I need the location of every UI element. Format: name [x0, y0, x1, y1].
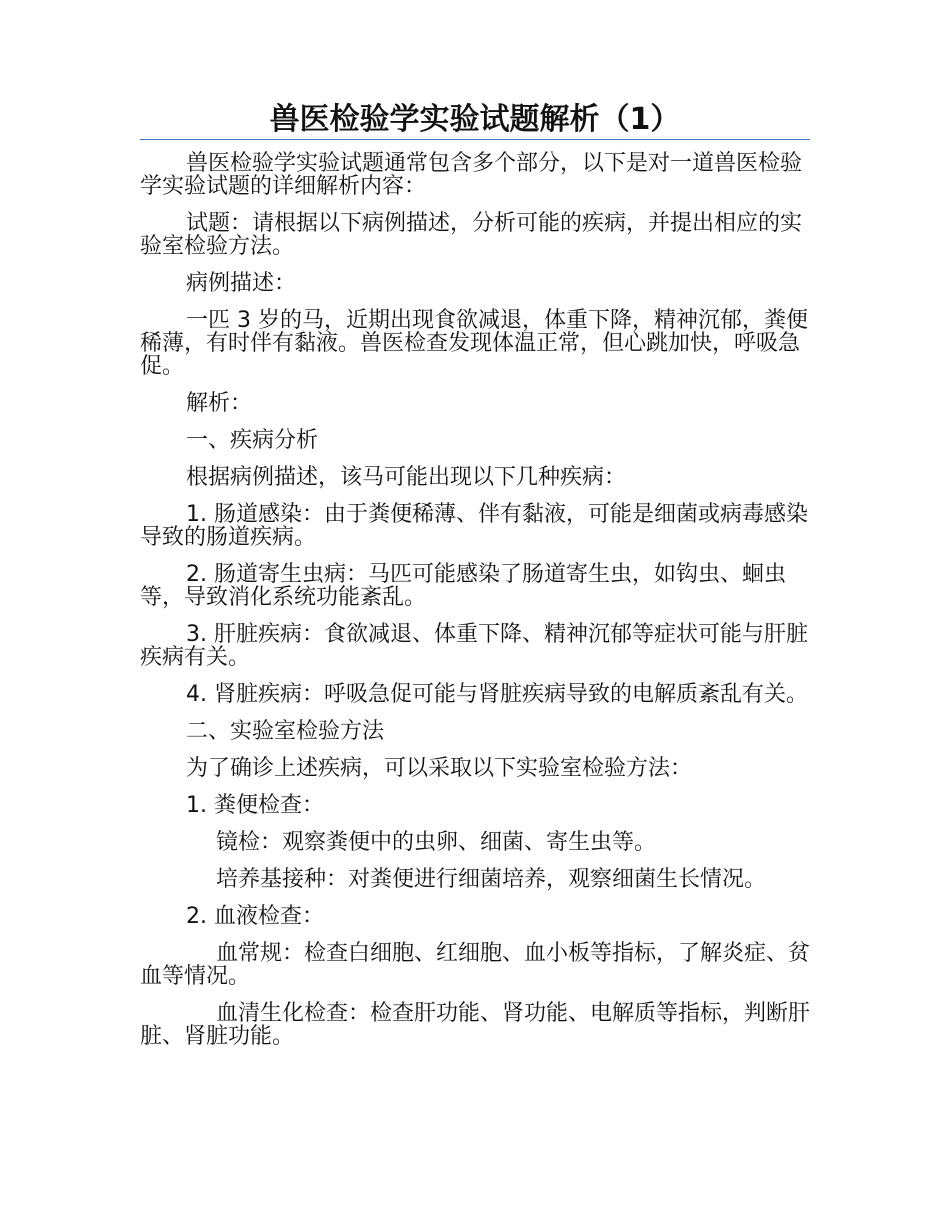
sub-item-method: 血清生化检查：检查肝功能、肾功能、电解质等指标，判断肝脏、肾脏功能。	[140, 1001, 811, 1049]
list-item-method: 1. 粪便检查：	[186, 793, 324, 818]
list-item-disease: 3. 肝脏疾病：食欲减退、体重下降、精神沉郁等症状可能与肝脏疾病有关。	[140, 622, 808, 670]
paragraph-case-description: 一匹 3 岁的马，近期出现食欲减退，体重下降，精神沉郁，粪便稀薄，有时伴有黏液。兽医检查发现体温正常，但心跳加快，呼吸急促。	[140, 308, 808, 379]
sub-item-method: 血常规：检查白细胞、红细胞、血小板等指标，了解炎症、贫血等情况。	[140, 941, 811, 989]
paragraph-question: 试题：请根据以下病例描述，分析可能的疾病，并提出相应的实验室检验方法。	[140, 211, 803, 259]
paragraph-lab-intro: 为了确诊上述疾病，可以采取以下实验室检验方法：	[186, 756, 693, 781]
paragraph-intro: 兽医检验学实验试题通常包含多个部分，以下是对一道兽医检验学实验试题的详细解析内容：	[140, 151, 803, 199]
list-item-disease: 4. 肾脏疾病：呼吸急促可能与肾脏疾病导致的电解质紊乱有关。	[186, 682, 808, 707]
list-item-disease: 2. 肠道寄生虫病：马匹可能感染了肠道寄生虫，如钩虫、蛔虫等，导致消化系统功能紊乱。	[140, 562, 786, 610]
paragraph-disease-intro: 根据病例描述，该马可能出现以下几种疾病：	[186, 465, 627, 490]
title-underline	[140, 139, 810, 140]
section-heading-disease-analysis: 一、疾病分析	[186, 428, 319, 453]
list-item-disease: 1. 肠道感染：由于粪便稀薄、伴有黏液，可能是细菌或病毒感染导致的肠道疾病。	[140, 502, 808, 550]
sub-item-method: 镜检：观察粪便中的虫卵、细菌、寄生虫等。	[216, 830, 657, 855]
section-heading-lab-methods: 二、实验室检验方法	[186, 719, 385, 744]
document-body	[140, 152, 812, 1062]
list-item-method: 2. 血液检查：	[186, 904, 324, 929]
paragraph-analysis-heading: 解析：	[186, 391, 253, 416]
document-title: 兽医检验学实验试题解析（1）	[269, 102, 681, 137]
paragraph-case-heading: 病例描述：	[186, 271, 297, 296]
sub-item-method: 培养基接种：对粪便进行细菌培养，观察细菌生长情况。	[216, 867, 767, 892]
